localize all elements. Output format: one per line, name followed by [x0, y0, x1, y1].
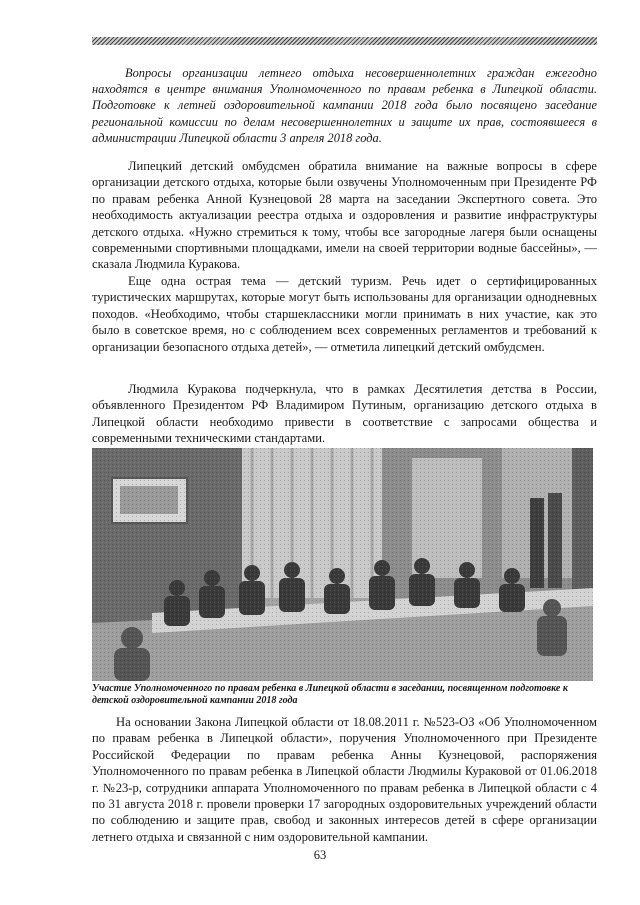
header-rule [92, 37, 597, 45]
body-paragraph-1: Липецкий детский омбудсмен обратила внимание на важные вопросы в сфере организации детского отдыха, которые были озвучены Уполномоченным при Президенте РФ по правам ребенка Анной Кузнецовой 28 марта на заседании Экспертного совета. Это необходимость актуализации реестра отдыха и оздоровления и развитие инфраструктуры детского отдыха. «Нужно стремиться к тому, чтобы все загородные лагеря были оснащены современными спортивными площадками, имели на своей территории водные бассейны», — сказала Людмила Куракова. [92, 159, 597, 272]
body-paragraph-4: На основании Закона Липецкой области от 18.08.2011 г. №523-ОЗ «Об Уполномоченном по правам ребенка в Липецкой области», поручения Уполномоченного при Президенте Российской Федерации по правам ребенка Анны Кузнецовой, распоряжения Уполномоченного по правам ребенка в Липецкой области Людмилы Кураковой от 01.06.2018 г. №23-р, сотрудники аппарата Уполномоченного по правам ребенка в Липецкой области с 4 по 31 августа 2018 г. провели проверки 17 загородных оздоровительных учреждений области по соблюдению и защите прав, свобод и законных интересов детей в сфере организации летнего отдыха и связанной с ним оздоровительной кампании. [92, 715, 597, 844]
intro-paragraph: Вопросы организации летнего отдыха несовершеннолетних граждан ежегодно находятся в центре внимания Уполномоченного по правам ребенка в Липецкой области. Подготовке к летней оздоровительной кампании 2018 года было посвящено заседание региональной комиссии по делам несовершеннолетних и защите их прав, состоявшееся в администрации Липецкой области 3 апреля 2018 года. [92, 66, 597, 145]
page-number: 63 [313, 848, 327, 862]
body-paragraph-3: Людмила Куракова подчеркнула, что в рамках Десятилетия детства в России, объявленного Президентом РФ Владимиром Путиным, организацию детского отдыха в Липецкой области необходимо привести в соответствие с запросами общества и современными техническими стандартами. [92, 382, 597, 446]
photo-caption: Участие Уполномоченного по правам ребенка в Липецкой области в заседании, посвященном подготовке к детской оздоровительной кампании 2018 года [92, 683, 568, 706]
body-paragraph-2: Еще одна острая тема — детский туризм. Речь идет о сертифицированных туристических маршрутах, которые могут быть использованы для организации однодневных походов. «Необходимо, чтобы старшеклассники могли принимать в них участие, как это было в советское время, но с соблюдением всех современных регламентов и требований к организации безопасного отдыха детей», — отметила липецкий детский омбудсмен. [92, 274, 597, 354]
meeting-photo [92, 448, 593, 681]
